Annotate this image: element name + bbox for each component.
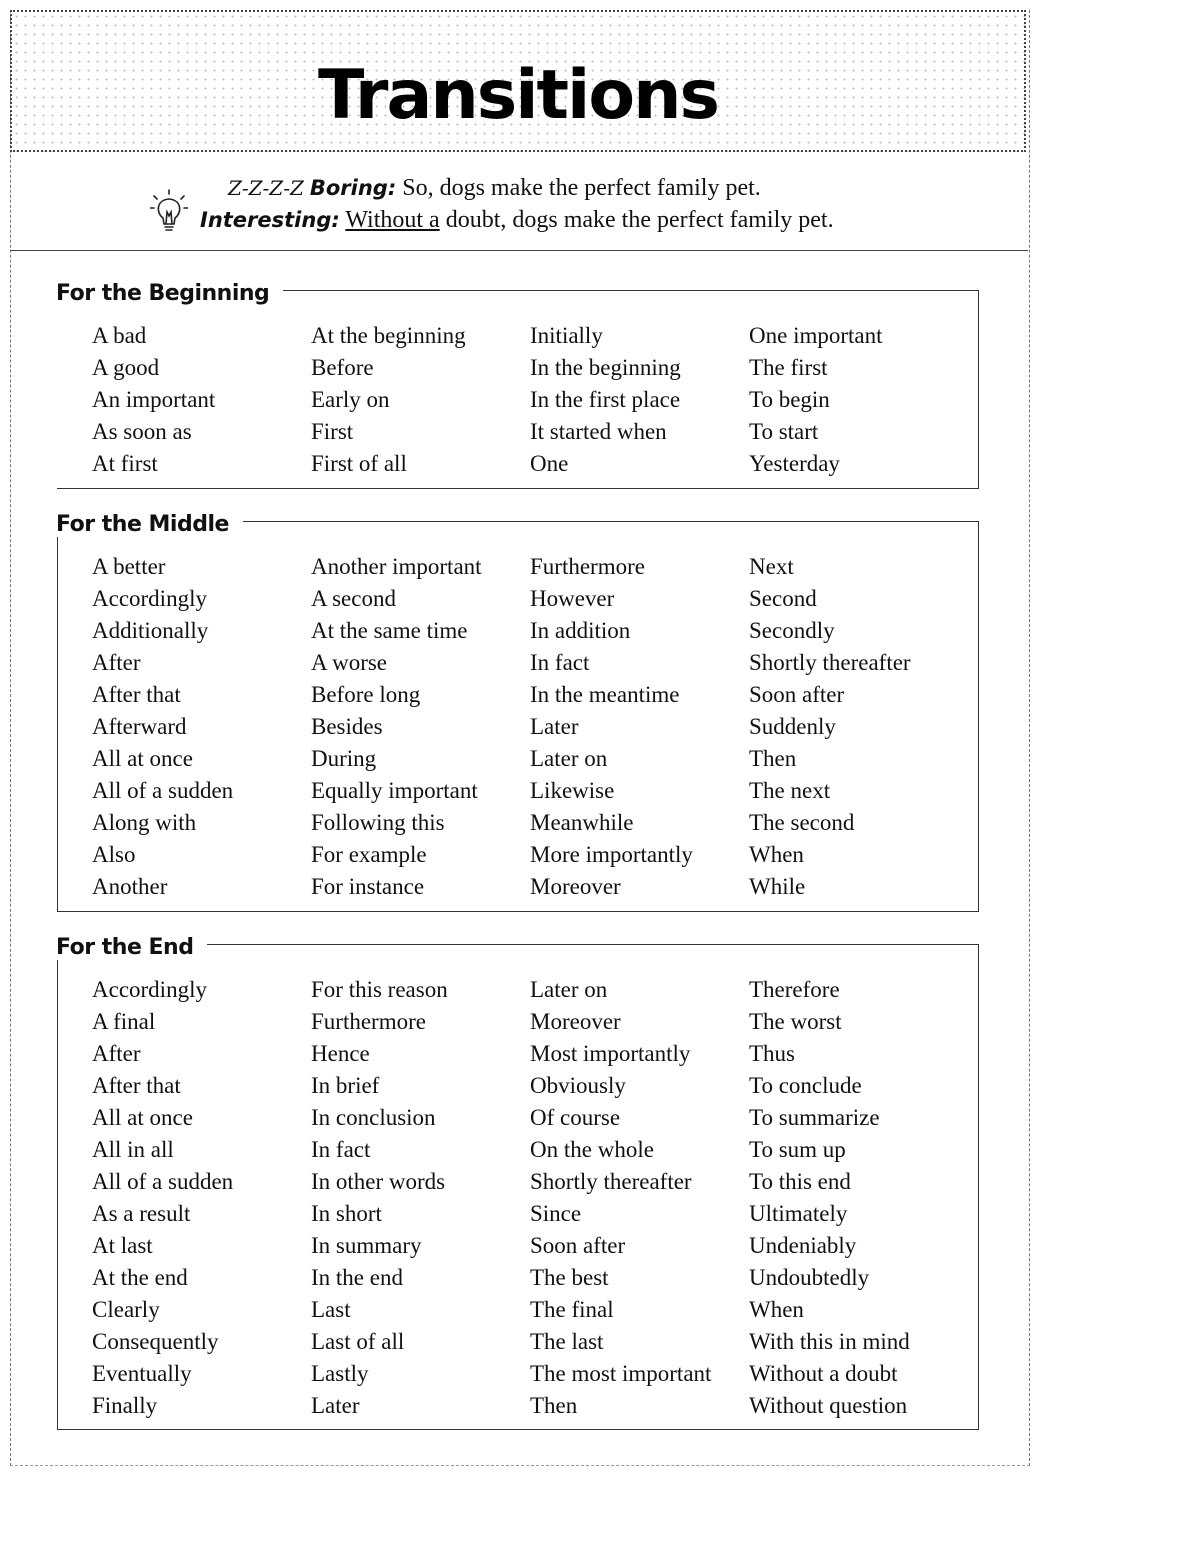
transition-word: Then — [749, 746, 797, 771]
transition-word: Most importantly — [530, 1041, 691, 1066]
transition-word: In conclusion — [311, 1105, 436, 1130]
transition-word: In summary — [311, 1233, 422, 1258]
transition-word: Yesterday — [749, 451, 840, 476]
transition-word: Before — [311, 355, 374, 380]
transition-word: At the end — [92, 1265, 188, 1290]
interesting-underlined: Without a — [345, 207, 440, 233]
transition-word: In brief — [311, 1073, 380, 1098]
transition-word: After — [92, 650, 141, 675]
transition-word: Another important — [311, 554, 482, 579]
transition-word: Furthermore — [530, 554, 645, 579]
transition-word: Lastly — [311, 1361, 369, 1386]
transition-word: Shortly thereafter — [749, 650, 911, 675]
transition-word: Moreover — [530, 874, 621, 899]
transition-word: Later on — [530, 746, 608, 771]
transition-word: In short — [311, 1201, 382, 1226]
transition-word: Equally important — [311, 778, 478, 803]
transition-word: To sum up — [749, 1137, 846, 1162]
transition-word: Without a doubt — [749, 1361, 898, 1386]
transition-word: A worse — [311, 650, 388, 675]
transition-word: The most important — [530, 1361, 712, 1386]
transition-word: The best — [530, 1265, 609, 1290]
transition-word: At first — [92, 451, 158, 476]
transition-word: Along with — [92, 810, 197, 835]
title-banner — [10, 10, 1026, 152]
end-section-title: For the End — [56, 935, 207, 960]
transition-word: In the end — [311, 1265, 403, 1290]
transition-word: All in all — [92, 1137, 174, 1162]
transition-word: Second — [749, 586, 817, 611]
transition-word: In the first place — [530, 387, 681, 412]
transition-word: The worst — [749, 1009, 842, 1034]
transition-word: One important — [749, 323, 883, 348]
transition-word: All at once — [92, 746, 193, 771]
transition-word: In the beginning — [530, 355, 681, 380]
transition-word: Therefore — [749, 977, 840, 1002]
transition-word: One — [530, 451, 569, 476]
beginning-section-title: For the Beginning — [56, 281, 283, 306]
transition-word: Soon after — [530, 1233, 626, 1258]
transition-word: Early on — [311, 387, 390, 412]
lightbulb-icon — [150, 188, 188, 236]
transition-word: Accordingly — [92, 586, 207, 611]
transition-word: Consequently — [92, 1329, 219, 1354]
transition-word: The first — [749, 355, 828, 380]
transition-word: When — [749, 1297, 804, 1322]
snore-text: Z-Z-Z-Z — [228, 176, 304, 200]
boring-example — [228, 175, 761, 202]
transition-word: A good — [92, 355, 160, 380]
transition-word: Moreover — [530, 1009, 621, 1034]
boring-label: Boring: — [309, 176, 397, 200]
transition-word: After that — [92, 682, 181, 707]
interesting-sentence: doubt, dogs make the perfect family pet. — [439, 207, 834, 233]
transition-word: Last of all — [311, 1329, 405, 1354]
transition-word: Following this — [311, 810, 445, 835]
transition-word: For this reason — [311, 977, 448, 1002]
transition-word: Later — [530, 714, 579, 739]
transition-word: Likewise — [530, 778, 615, 803]
transition-word: The final — [530, 1297, 614, 1322]
transition-word: Initially — [530, 323, 603, 348]
transition-word: Later — [311, 1393, 360, 1418]
transition-word: For instance — [311, 874, 425, 899]
transition-word: Then — [530, 1393, 578, 1418]
boring-sentence: So, dogs make the perfect family pet. — [402, 175, 761, 201]
transition-word: After — [92, 1041, 141, 1066]
transition-word: A second — [311, 586, 396, 611]
transition-word: However — [530, 586, 615, 611]
transition-word: Thus — [749, 1041, 795, 1066]
middle-word-grid — [92, 551, 968, 903]
transition-word: First of all — [311, 451, 407, 476]
transition-word: A bad — [92, 323, 147, 348]
transition-word: Clearly — [92, 1297, 160, 1322]
transition-word: Besides — [311, 714, 383, 739]
interesting-label: Interesting: — [200, 208, 340, 232]
transition-word: Next — [749, 554, 794, 579]
transition-word: Obviously — [530, 1073, 626, 1098]
transition-word: Additionally — [92, 618, 209, 643]
middle-section-title: For the Middle — [56, 512, 243, 537]
transition-word: Eventually — [92, 1361, 192, 1386]
transition-word: For example — [311, 842, 427, 867]
transition-word: Without question — [749, 1393, 908, 1418]
transition-word: Shortly thereafter — [530, 1169, 692, 1194]
transition-word: While — [749, 874, 806, 899]
transition-word: All of a sudden — [92, 778, 234, 803]
transition-word: In fact — [311, 1137, 371, 1162]
transition-word: The next — [749, 778, 831, 803]
transition-word: After that — [92, 1073, 181, 1098]
transition-word: Before long — [311, 682, 421, 707]
transition-word: Hence — [311, 1041, 370, 1066]
transition-word: In addition — [530, 618, 631, 643]
transition-word: It started when — [530, 419, 667, 444]
transition-word: Also — [92, 842, 136, 867]
transition-word: To this end — [749, 1169, 851, 1194]
transition-word: At the same time — [311, 618, 468, 643]
transition-word: On the whole — [530, 1137, 654, 1162]
transition-word: Accordingly — [92, 977, 207, 1002]
transition-word: Meanwhile — [530, 810, 634, 835]
interesting-example — [200, 207, 834, 234]
transition-word: Since — [530, 1201, 582, 1226]
transition-word: During — [311, 746, 377, 771]
transition-word: All of a sudden — [92, 1169, 234, 1194]
transition-word: Another — [92, 874, 168, 899]
transition-word: Furthermore — [311, 1009, 426, 1034]
transition-word: A final — [92, 1009, 156, 1034]
transition-word: At last — [92, 1233, 153, 1258]
transition-word: Afterward — [92, 714, 187, 739]
transition-word: Later on — [530, 977, 608, 1002]
transition-word: First — [311, 419, 354, 444]
transition-word: To begin — [749, 387, 830, 412]
transition-word: To summarize — [749, 1105, 880, 1130]
transition-word: Undoubtedly — [749, 1265, 870, 1290]
transition-word: Soon after — [749, 682, 845, 707]
transition-word: More importantly — [530, 842, 693, 867]
transition-word: Last — [311, 1297, 351, 1322]
transition-word: To start — [749, 419, 819, 444]
page-title: Transitions — [318, 56, 718, 135]
transition-word: At the beginning — [311, 323, 466, 348]
transition-word: In fact — [530, 650, 590, 675]
transition-word: To conclude — [749, 1073, 862, 1098]
transition-word: The last — [530, 1329, 604, 1354]
transition-word: An important — [92, 387, 216, 412]
transition-word: Undeniably — [749, 1233, 857, 1258]
transition-word: As soon as — [92, 419, 192, 444]
transition-word: When — [749, 842, 804, 867]
end-word-grid — [92, 974, 968, 1422]
transition-word: As a result — [92, 1201, 191, 1226]
transition-word: A better — [92, 554, 166, 579]
beginning-word-grid — [92, 320, 968, 480]
transition-word: Secondly — [749, 618, 835, 643]
transition-word: Suddenly — [749, 714, 836, 739]
transition-word: Finally — [92, 1393, 158, 1418]
transition-word: In the meantime — [530, 682, 680, 707]
transition-word: Ultimately — [749, 1201, 848, 1226]
transition-word: With this in mind — [749, 1329, 910, 1354]
transition-word: In other words — [311, 1169, 446, 1194]
transition-word: Of course — [530, 1105, 621, 1130]
transition-word: All at once — [92, 1105, 193, 1130]
transition-word: The second — [749, 810, 855, 835]
